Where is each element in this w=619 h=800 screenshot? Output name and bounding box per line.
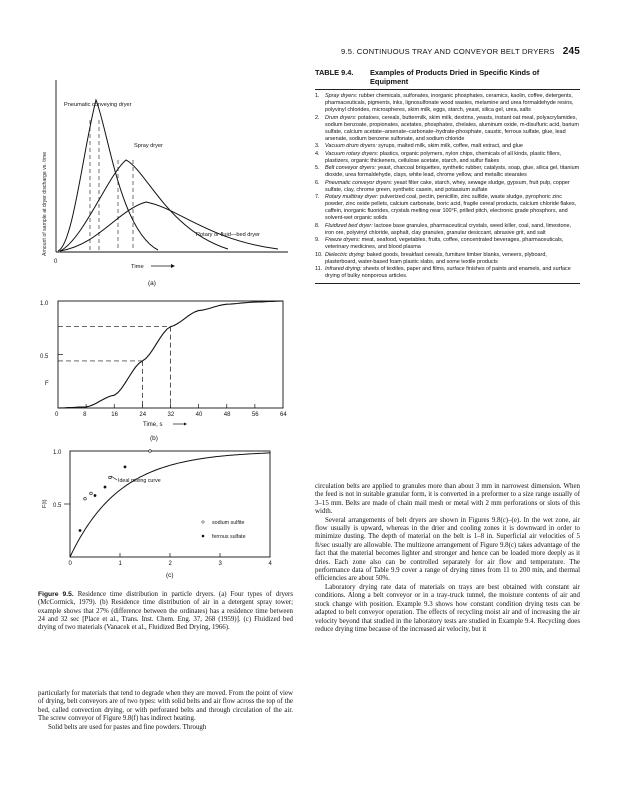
table-item	[315, 165, 580, 179]
table-item-text: meat, seafood, vegetables, fruits, coffee, concentrated beverages, pharmaceuticals, veterinary medicines, and blood plasma	[325, 237, 564, 251]
table-item	[315, 180, 580, 194]
left-paragraph-2: Solid belts are used for pastes and fine powders. Through	[48, 723, 207, 731]
curve-pneumatic	[58, 100, 158, 251]
panel-a-label: (a)	[148, 280, 156, 287]
c-point-ferrous-sulfate	[79, 529, 82, 532]
c-curve-label: Ideal mixing curve	[118, 478, 161, 484]
table-item-number: 8.	[315, 222, 320, 229]
table-item-number: 9.	[315, 237, 320, 244]
c-xtick-label: 2	[168, 561, 172, 567]
table-item-number: 1.	[315, 93, 320, 99]
table-item	[315, 151, 580, 165]
page-number: 245	[562, 46, 580, 57]
c-point-sodium-sulfite	[90, 492, 93, 495]
panel-a	[42, 80, 288, 287]
running-header	[330, 46, 580, 57]
c-point-ferrous-sulfate	[94, 494, 97, 497]
table-item-number: 6.	[315, 179, 320, 186]
panel-a-origin: 0	[54, 259, 58, 265]
c-point-ferrous-sulfate	[124, 466, 127, 469]
table-item	[315, 194, 580, 222]
b-xtick-label: 24	[139, 412, 147, 418]
b-xtick-label: 48	[223, 412, 231, 418]
panel-a-ylabel: Amount of sample at dryer discharge vs. time	[42, 151, 48, 256]
table-item-number: 3.	[315, 143, 320, 150]
table-item	[315, 223, 580, 237]
label-rotary: Rotary or fluid—bed dryer	[196, 232, 261, 238]
table-item-text: rubber chemicals, sulfonates, inorganic phosphates, ceramics, kaolin, coffee, detergents, pharmaceuticals, pigments, inks, lignosulfonate wood wastes, melamine and urea formaldehyde resins, polyvinyl chlorides, microspheres, skim milk, eggs, starch, yeast, silica gel, urea, salts	[325, 93, 574, 114]
c-curve-label-leader	[111, 476, 117, 480]
table-number: TABLE 9.4.	[315, 68, 354, 77]
panel-b	[40, 301, 287, 442]
caption-label: Figure 9.5.	[38, 591, 74, 598]
table-item-number: 10.	[315, 251, 323, 258]
table-item-text: sheets of textiles, paper and films, surface finishes of paints and enamels, and surface drying of bulky nonporous articles.	[325, 266, 571, 280]
c-ideal-mixing-curve	[70, 453, 270, 557]
table-item-kind: Rotary multitray dryer:	[325, 194, 379, 200]
table-item-kind: Pneumatic conveyor dryers:	[325, 179, 393, 186]
c-ytick-1: 1.0	[53, 450, 62, 456]
legend-ferrous-marker	[202, 535, 205, 538]
c-ytick-05: 0.5	[53, 503, 62, 509]
legend-sodium-sulfite: sodium sulfite	[212, 520, 245, 526]
table-item-text: plastics, organic polymers, nylon chips, chemicals of all kinds, plastic fillers, plastizers, organic thickeners, cellulose acetate, starch, and sulfur flakes	[325, 150, 562, 164]
table-item-kind: Vacuum drum dryers:	[325, 143, 377, 150]
table-item-kind: Spray dryers:	[325, 93, 358, 99]
table-title-line1: Examples of Products Dried in Specific Kinds of	[370, 68, 540, 77]
b-arrow-head	[184, 423, 187, 426]
figure-9-5	[38, 60, 288, 580]
table-9-4	[315, 68, 580, 287]
table-item-text: pulverized coal, pectin, penicillin, zinc sulfide, waste sludge, pyrophoric zinc powder, zinc oxide pellets, calcium carbonate, boric acid, fragile cereal products, calcium chloride flakes, caffein, inorganic fluorides, crystals melting near 100°F, prilled pitch, electronic grade phosphors, and solvent-wet organic solids	[325, 194, 577, 222]
b-xtick-label: 8	[83, 412, 87, 418]
section-title: 9.5. CONTINUOUS TRAY AND CONVEYOR BELT DRYERS	[341, 47, 555, 56]
figure-caption	[38, 591, 293, 632]
table-item-number: 7.	[315, 194, 320, 200]
b-xtick-label: 16	[111, 412, 118, 418]
table-item	[315, 143, 580, 150]
table-item-kind: Infrared drying:	[325, 266, 362, 273]
label-pneumatic: Pneumatic conveying dryer	[64, 102, 132, 108]
label-spray: Spray dryer	[134, 143, 163, 149]
legend-ferrous-sulfate: ferrous sulfate	[212, 534, 246, 540]
table-item	[315, 252, 580, 266]
table-item	[315, 266, 580, 280]
panel-a-xlabel: Time	[131, 264, 144, 270]
table-item-kind: Vacuum rotary dryers:	[325, 150, 379, 157]
table-item	[315, 115, 580, 143]
left-paragraph-1: particularly for materials that tend to degrade when they are moved. From the point of view of drying, belt conveyors are of two types: with solid belts and air flow across the top of the bed, called convection drying, or with perforated belts and through circulation of the air. The screw conveyor of Figure 9.8(f) has indirect heating.	[38, 690, 293, 723]
table-item-text: syrups, malted milk, skim milk, coffee, malt extract, and glue	[376, 143, 523, 150]
panel-c-label: (c)	[166, 572, 174, 579]
table-title	[315, 68, 580, 86]
b-ytick-05: 0.5	[40, 354, 49, 360]
panel-b-label: (b)	[150, 435, 158, 442]
c-xtick-label: 0	[68, 561, 72, 567]
c-point-sodium-sulfite	[84, 497, 87, 500]
table-item-text: yeast, charcoal briquettes, synthetic rubber, catalysts, soap, glue, silica gel, titanium dioxide, urea formaldehyde, clays, white lead, chrome yellow, and metallic stearates	[325, 165, 580, 179]
c-xtick-label: 3	[218, 561, 222, 567]
table-item-number: 4.	[315, 150, 320, 157]
right-column-text	[315, 483, 580, 634]
table-item-kind: Dielectric drying:	[325, 251, 366, 258]
b-xtick-label: 56	[251, 412, 259, 418]
caption-text: Residence time distribution in particle dryers. (a) Four types of dryers (McCormick, 1979). (b) Residence time distribution of air in a detergent spray tower; example shows that 27% (difference between the ordinates) has a residence time between 24 and 32 sec [Place et al., Trans. Inst. Chem. Eng. 37, 268 (1959)]. (c) Fluidized bed drying of two materials (Vanacek et al., Fluidized Bed Drying, 1966).	[38, 591, 294, 632]
left-column-text	[38, 690, 293, 732]
table-bottom-rule	[315, 283, 580, 284]
table-item-number: 11.	[315, 266, 323, 273]
time-arrow-head	[171, 264, 175, 268]
right-paragraph-2: Several arrangements of belt dryers are shown in Figures 9.8(c)–(e). In the wet zone, air flow usually is upward, whereas in the drier and cooling zones it is downward in order to minimize dusting. The depth of material on the belt is 1–8 in. Superficial air velocities of 5 ft/sec usually are allowable. The multizone arrangement of Figure 9.8(c) takes advantage of the fact that the material becomes lighter and stronger and hence can be loaded more deeply as it dries. Each zone also can be controlled separately for air flow and temperature. The performance data of Table 9.9 cover a range of drying times from 11 to 200 min, and thermal efficiencies are about 50%.	[315, 516, 580, 583]
table-item-kind: Drum dryers:	[325, 114, 357, 121]
table-item-text: lactose base granules, pharmaceutical crystals, weed killer, coal, sand, limestone, iron ore, polyvinyl chloride, asphalt, clay granules, granular desiccant, abrasive grit, and salt	[325, 222, 572, 236]
c-point-ferrous-sulfate	[104, 486, 107, 489]
table-item-kind: Fluidized bed dryer:	[325, 222, 373, 229]
table-item-number: 5.	[315, 165, 320, 172]
table-item-kind: Freeze dryers:	[325, 237, 361, 244]
b-xlabel: Time, s	[143, 422, 163, 428]
table-list	[315, 93, 580, 280]
c-point-sodium-sulfite	[149, 450, 152, 453]
c-ylabel: F(t)	[42, 499, 48, 508]
table-title-line2: Equipment	[370, 77, 409, 86]
table-item-kind: Belt conveyor dryers:	[325, 165, 377, 172]
table-rule	[315, 89, 580, 90]
table-item	[315, 237, 580, 251]
table-item-text: yeast filter cake, starch, whey, sewage sludge, gypsum, fruit pulp, copper sulfate, clay, chrome green, synthetic casein, and potassium sulfate	[325, 179, 570, 193]
b-xtick-label: 64	[280, 412, 287, 418]
b-ytick-1: 1.0	[40, 301, 49, 307]
c-xtick-label: 4	[268, 561, 272, 567]
b-xtick-label: 40	[195, 412, 203, 418]
c-xtick-label: 1	[118, 561, 122, 567]
table-item-text: potatoes, cereals, buttermilk, skim milk, dextrins, yeasts, instant oat meal, polyacrylamides, sodium benzoate, propionates, acetates, phosphates, chelates, aluminum oxide, m-disulfuric acid, barium sulfate, calcium acetate–arsenate–carbonate–hydrate-phosphate, caustic, ferrous sulfate, glue, lead arsenate, sodium benzene sulfonate, and sodium chloride	[325, 114, 579, 142]
b-ylabel: F	[45, 381, 49, 387]
right-paragraph-1: circulation belts are applied to granules more than about 3 mm in narrowest dimension. When the feed is not in suitable granular form, it is converted in a preformer to a size range usually of 3–15 mm. Belts are made of chain mail mesh or metal with 2 mm perforations or slots of this width.	[315, 483, 580, 516]
right-paragraph-3: Laboratory drying rate data of materials on trays are best obtained with constant air conditions. Along a belt conveyor or in a tray-truck tunnel, the moisture contents of air and stock change with position. Example 9.3 shows how constant condition drying tests can be adapted to belt conveyor operation. The effects of recycling moist air and of increasing the air velocity beyond that studied in the laboratory tests are studied in Example 9.4. Recycling does reduce drying time because of the increased air velocity, but it	[315, 583, 580, 633]
c-point-sodium-sulfite	[109, 476, 112, 479]
b-xtick-label: 0	[55, 412, 59, 418]
panel-c	[42, 450, 273, 579]
b-xtick-label: 32	[167, 412, 175, 418]
table-item-text: baked goods, breakfast cereals, furniture timber blanks, veneers, plyboard, plasterboard, water-based foam plastic slabs, and some textile products	[325, 251, 547, 265]
table-item	[315, 93, 580, 114]
legend-sodium-marker	[202, 521, 204, 523]
table-item-number: 2.	[315, 114, 320, 121]
